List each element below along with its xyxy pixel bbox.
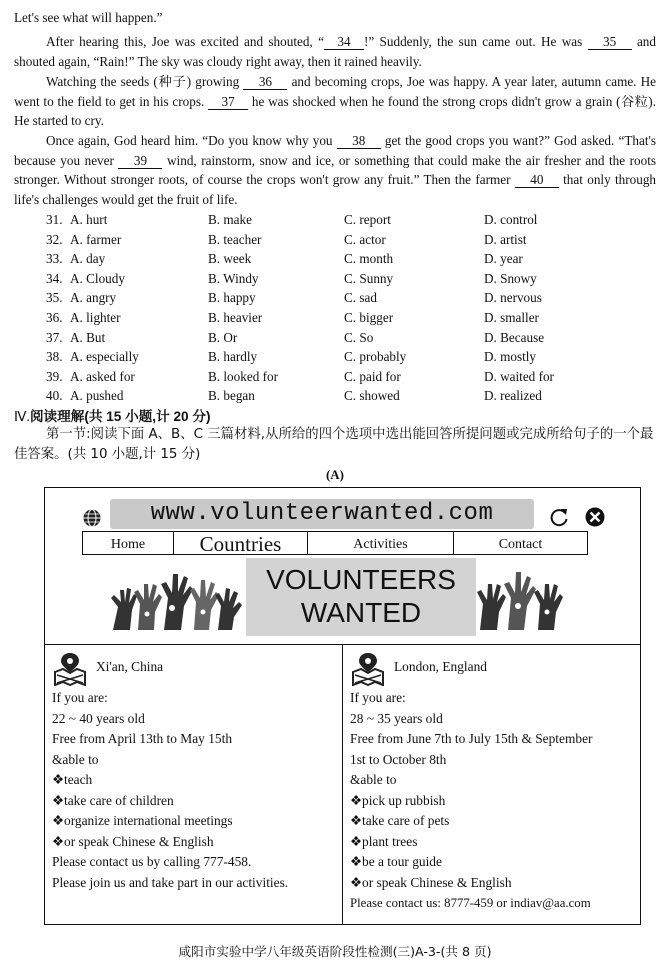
- question-number: 33.: [46, 251, 63, 267]
- contact-info: Please contact us by calling 777-458.: [52, 854, 252, 869]
- nav-contact[interactable]: Contact: [498, 537, 543, 552]
- nav-home[interactable]: Home: [83, 532, 174, 554]
- option-b[interactable]: B. teacher: [208, 231, 262, 247]
- question-number: 38.: [46, 349, 63, 365]
- option-a[interactable]: A. especially: [70, 349, 139, 365]
- passage-text: Watching the seeds (种子) growing: [46, 74, 240, 89]
- option-d[interactable]: D. smaller: [484, 310, 539, 325]
- refresh-icon[interactable]: [548, 506, 570, 528]
- option-d[interactable]: D. mostly: [484, 349, 537, 365]
- option-b[interactable]: B. began: [208, 388, 255, 404]
- passage-text: and becoming crops, Joe was happy. A year later, autumn came. He went to the field to get in his crops.: [14, 74, 657, 109]
- blank-40[interactable]: 40: [515, 172, 559, 188]
- option-a[interactable]: A. farmer: [70, 231, 122, 247]
- option-b[interactable]: B. Or: [208, 329, 238, 345]
- raised-hands-illustration: [108, 562, 246, 630]
- availability-dates: Free from June 7th to July 15th & September: [350, 731, 593, 746]
- passage-text: Let's see what will happen.”: [14, 10, 163, 25]
- option-b[interactable]: B. Windy: [208, 270, 259, 286]
- nav-activities[interactable]: Activities: [308, 532, 454, 554]
- option-c[interactable]: C. report: [344, 212, 391, 227]
- globe-icon: [82, 508, 102, 528]
- option-d[interactable]: D. control: [484, 212, 538, 227]
- option-b[interactable]: B. make: [208, 212, 252, 227]
- activity-item: ❖plant trees: [350, 833, 418, 849]
- option-a[interactable]: A. But: [70, 329, 106, 345]
- requirement-line: If you are:: [350, 690, 406, 705]
- activity-item: ❖teach: [52, 772, 93, 787]
- passage-text: and shouted again, “Rain!” The sky was cloudy right away, then it rained heavily.: [14, 34, 656, 69]
- option-a[interactable]: A. lighter: [70, 310, 121, 325]
- activity-item: ❖pick up rubbish: [350, 792, 446, 808]
- map-pin-icon: [352, 652, 384, 686]
- passage-line-0: [14, 8, 656, 28]
- activity-item: ❖organize international meetings: [52, 813, 233, 828]
- question-37: [46, 328, 656, 348]
- blank-37[interactable]: 37: [208, 94, 248, 110]
- blank-39[interactable]: 39: [118, 153, 162, 169]
- activity-item: ❖take care of children: [52, 792, 174, 808]
- activity-item: ❖be a tour guide: [350, 854, 442, 869]
- requirement-line: If you are:: [52, 690, 108, 705]
- passage-text: wind, rainstorm, snow and ice, or something that could make the air fresher and the roots stronger. Without stronger roots, of course the crops won't grow any fruit.” Then the farmer: [14, 152, 657, 188]
- map-pin-icon: [54, 652, 86, 686]
- question-39: [46, 367, 656, 387]
- url-bar[interactable]: www.volunteerwanted.com: [110, 499, 534, 529]
- question-number: 35.: [46, 290, 63, 306]
- option-b[interactable]: B. happy: [208, 290, 256, 306]
- option-b[interactable]: B. hardly: [208, 349, 258, 365]
- availability-dates: Free from April 13th to May 15th: [52, 731, 233, 746]
- passage-paragraph-1: [14, 32, 656, 71]
- location-header: [350, 652, 592, 682]
- option-d[interactable]: D. waited for: [484, 368, 554, 384]
- option-d[interactable]: D. artist: [484, 231, 527, 247]
- age-range: 22 ~ 40 years old: [52, 710, 145, 726]
- location-name: Xi'an, China: [96, 659, 164, 674]
- question-number: 40.: [46, 388, 63, 404]
- page-footer: 咸阳市实验中学八年级英语阶段性检测(三)A-3-(共 8 页): [178, 944, 492, 959]
- question-32: [46, 230, 656, 250]
- blank-35[interactable]: 35: [588, 34, 632, 50]
- activity-item: ❖take care of pets: [350, 813, 450, 828]
- section-instruction: 第一节:阅读下面 A、B、C 三篇材料,从所给的四个选项中选出能回答所提问题或完成所给句子的一个最佳答案。(共 10 小题,计 15 分): [14, 427, 654, 462]
- option-d[interactable]: D. Because: [484, 329, 545, 345]
- question-number: 39.: [46, 368, 63, 384]
- option-a[interactable]: A. Cloudy: [70, 270, 125, 286]
- question-33: [46, 249, 656, 269]
- question-36: [46, 308, 656, 328]
- availability-dates: 1st to October 8th: [350, 751, 447, 767]
- passage-text: Once again, God heard him. “Do you know why you: [46, 133, 333, 148]
- passage-text: he was shocked when he found the strong crops didn't grow a grain (谷粒). He started to cry.: [14, 93, 656, 129]
- blank-36[interactable]: 36: [243, 74, 287, 90]
- banner-line-2: WANTED: [300, 597, 422, 628]
- location-header: [52, 652, 288, 682]
- option-a[interactable]: A. asked for: [70, 368, 135, 384]
- option-c[interactable]: C. month: [344, 251, 394, 267]
- contact-info: Please contact us: 8777-459 or indiav@aa.com: [350, 896, 591, 910]
- option-c[interactable]: C. probably: [344, 349, 407, 365]
- question-number: 34.: [46, 270, 63, 286]
- passage-text: get the good crops you want?” God asked. “That's because you never: [14, 133, 657, 168]
- passage-paragraph-2: [14, 72, 656, 131]
- option-a[interactable]: A. angry: [70, 290, 117, 306]
- option-d[interactable]: D. year: [484, 251, 523, 267]
- option-b[interactable]: B. week: [208, 251, 252, 267]
- question-40: [46, 386, 656, 406]
- nav-countries[interactable]: Countries: [174, 532, 308, 554]
- option-a[interactable]: A. hurt: [70, 212, 108, 227]
- option-d[interactable]: D. Snowy: [484, 270, 537, 286]
- age-range: 28 ~ 35 years old: [350, 710, 443, 726]
- requirement-line: &able to: [350, 772, 397, 787]
- passage-text: After hearing this, Joe was excited and shouted, “: [46, 34, 324, 49]
- option-a[interactable]: A. pushed: [70, 388, 124, 404]
- question-number: 31.: [46, 212, 63, 227]
- question-number: 37.: [46, 329, 63, 345]
- banner-line-1: VOLUNTEERS: [266, 564, 456, 595]
- option-d[interactable]: D. nervous: [484, 290, 542, 306]
- option-c[interactable]: C. actor: [344, 231, 386, 247]
- column-divider: [342, 644, 343, 925]
- blank-38[interactable]: 38: [337, 133, 381, 149]
- raised-hands-illustration: [476, 562, 576, 630]
- passage-text: that only through life's challenges would get the fruit of life.: [14, 172, 657, 207]
- requirement-line: &able to: [52, 751, 99, 767]
- option-b[interactable]: B. heavier: [208, 310, 263, 325]
- activity-item: ❖or speak Chinese & English: [350, 874, 512, 890]
- volunteer-post-london: [350, 652, 592, 914]
- question-34: [46, 269, 656, 289]
- section-roman-numeral: Ⅳ.: [14, 409, 30, 424]
- question-38: [46, 347, 656, 367]
- passage-label: (A): [325, 467, 345, 482]
- option-c[interactable]: C. sad: [344, 290, 377, 306]
- option-c[interactable]: C. So: [344, 329, 374, 345]
- passage-text: !” Suddenly, the sun came out. He was: [363, 34, 583, 49]
- passage-paragraph-3: [14, 131, 656, 209]
- volunteers-wanted-banner: [246, 558, 476, 636]
- blank-34[interactable]: 34: [324, 34, 364, 50]
- question-35: [46, 288, 656, 308]
- site-nav: [82, 531, 588, 555]
- option-b[interactable]: B. looked for: [208, 368, 278, 384]
- volunteer-post-xian: [52, 652, 288, 893]
- close-icon[interactable]: [584, 506, 606, 528]
- option-c[interactable]: C. showed: [344, 388, 400, 404]
- option-a[interactable]: A. day: [70, 251, 106, 267]
- location-name: London, England: [394, 659, 487, 674]
- question-31: [46, 210, 656, 230]
- section-title-text: 阅读理解(共 15 小题,计 20 分): [29, 409, 211, 424]
- join-note: Please join us and take part in our activities.: [52, 874, 289, 890]
- option-c[interactable]: C. bigger: [344, 310, 394, 325]
- option-d[interactable]: D. realized: [484, 388, 542, 404]
- section-title: [14, 405, 210, 425]
- option-c[interactable]: C. paid for: [344, 368, 401, 384]
- question-number: 36.: [46, 310, 63, 325]
- activity-item: ❖or speak Chinese & English: [52, 833, 214, 849]
- question-number: 32.: [46, 231, 63, 247]
- option-c[interactable]: C. Sunny: [344, 270, 394, 286]
